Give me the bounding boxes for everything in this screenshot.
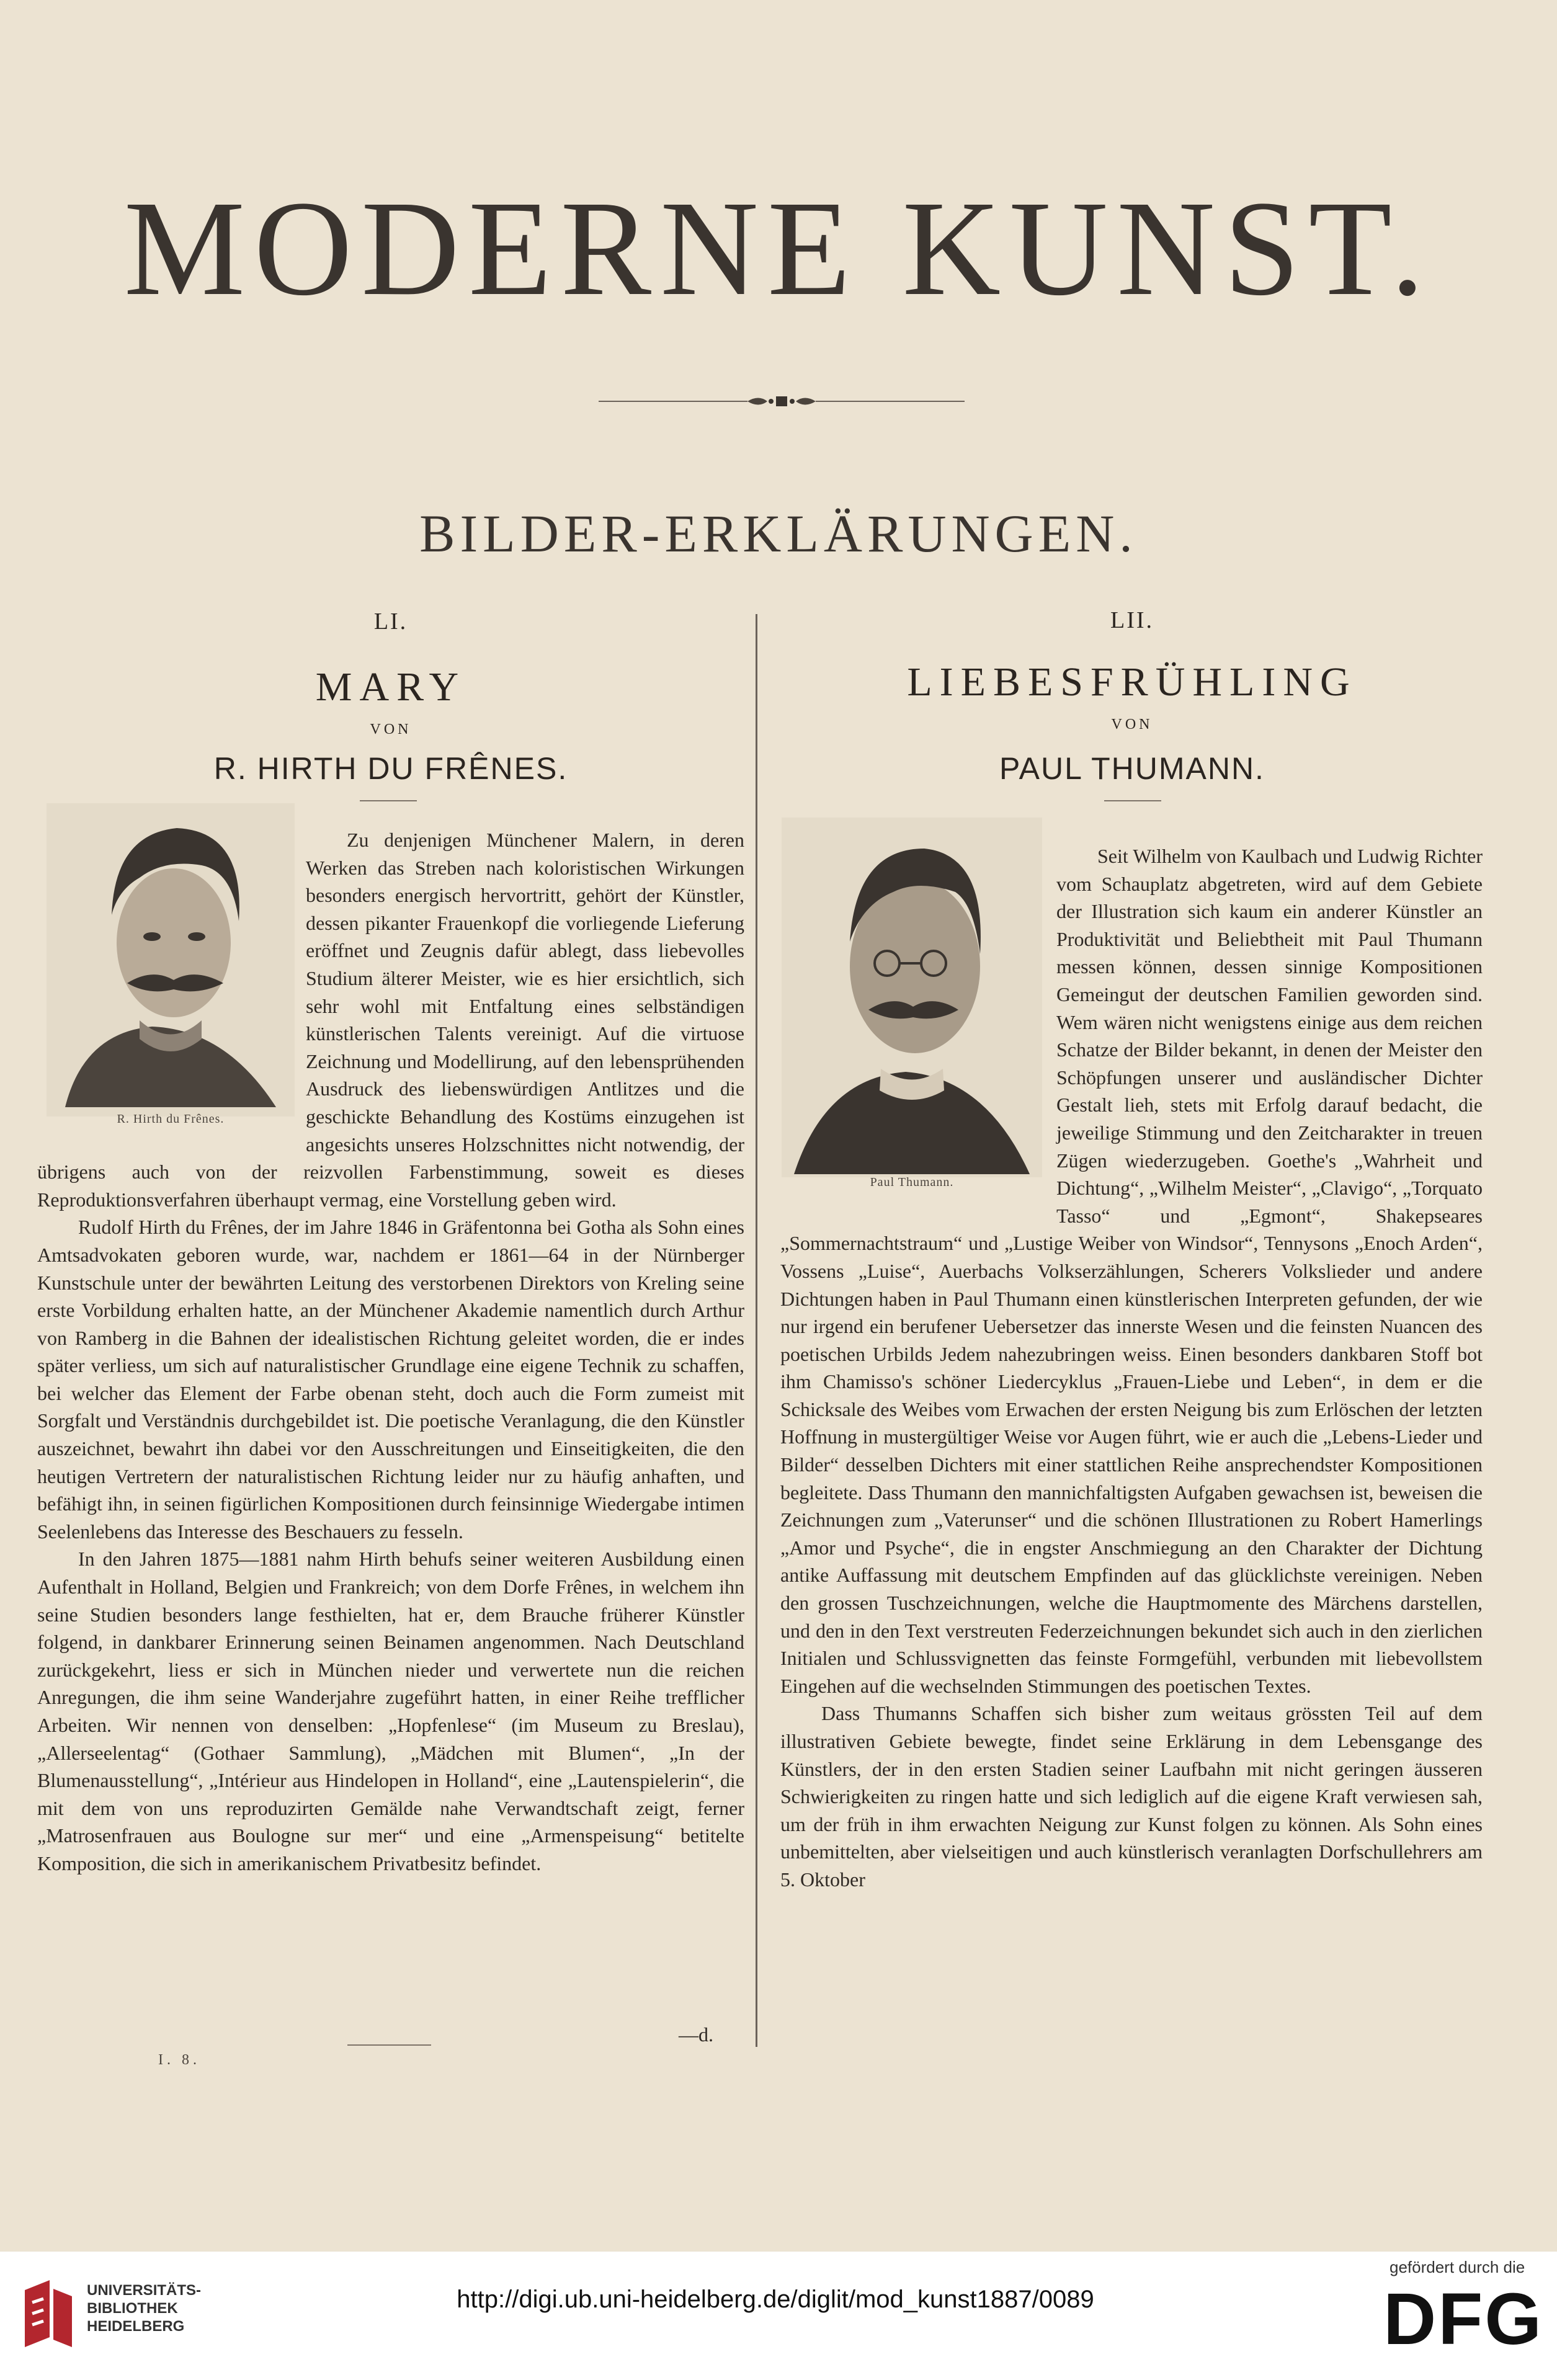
right-artist-name: PAUL THUMANN. — [999, 751, 1265, 786]
left-article-title: MARY — [315, 664, 466, 710]
right-von: VON — [1111, 716, 1153, 733]
right-portrait-spacer — [780, 842, 1056, 1202]
caption-hirth: R. Hirth du Frênes. — [117, 1112, 225, 1126]
left-short-rule — [360, 800, 417, 801]
left-article-number: LI. — [373, 608, 408, 635]
digitization-url-link[interactable]: http://digi.ub.uni-heidelberg.de/diglit/mod_kunst1887/0089 — [457, 2286, 1094, 2313]
library-name-line-2: BIBLIOTHEK — [87, 2300, 178, 2317]
university-library-logo-icon — [19, 2278, 76, 2351]
section-heading: BILDER-ERKLÄRUNGEN. — [419, 504, 1138, 563]
dfg-logo: DFG — [1383, 2278, 1544, 2360]
left-end-rule — [347, 2044, 431, 2046]
right-article-title: LIEBESFRÜHLING — [907, 659, 1357, 705]
funded-by-label: gefördert durch die — [1390, 2258, 1525, 2276]
journal-title: MODERNE KUNST. — [123, 172, 1434, 324]
right-article-body — [780, 842, 1483, 1894]
left-article-body — [37, 826, 744, 1878]
signature-mark: I. 8. — [158, 2052, 200, 2068]
left-paragraph-1: Zu denjenigen Münchener Malern, in deren Werken das Streben nach koloristischen Wirkungen besonders energisch hervortritt, gehört der Künstler, dessen pikanter Frauenkopf die vorliegende Lieferung eröffnet und Zeugnis dafür ablegt, dass liebevolles Studium älterer Meister, wie es hier ersichtlich, sich sehr wohl mit Entfaltung eines selbständigen künstlerischen Talents vereinigt. Auf die virtuose Zeichnung und Modellirung, auf den lebensprühenden Ausdruck des liebenswürdigen Antlitzes und die geschickte Behandlung des Kostüms einzugehen ist angesichts unseres Holzschnittes nicht notwendig, der übrigens auch von der reizvollen Farbenstimmung, soweit es dieses Reproduktionsverfahren überhaupt vermag, eine Vorstellung geben wird. — [37, 829, 744, 1211]
footer-bar — [0, 2252, 1557, 2380]
right-short-rule — [1104, 800, 1161, 801]
caption-thumann: Paul Thumann. — [870, 1175, 954, 1189]
column-rule — [756, 614, 757, 2047]
left-paragraph-2: Rudolf Hirth du Frênes, der im Jahre 1846 in Gräfentonna bei Gotha als Sohn eines Amtsadvokaten geboren wurde, war, nachdem er 1861—64 in der Nürnberger Kunstschule unter der bewährten Leitung des verstorbenen Direktors von Kreling seine erste Vorbildung erhalten hatte, an der Münchener Akademie namentlich durch Arthur von Ramberg in die Bahnen der idealistischen Richtung geleitet worden, die er indes später verliess, um sich auf naturalistischer Grundlage eine eigene Technik zu schaffen, bei welcher das Element der Farbe obenan steht, doch auch die Form zumeist mit Sorgfalt und Verständnis durchgebildet ist. Die poetische Veranlagung, die den Künstler auszeichnet, bewahrt ihn dabei vor den Ausschreitungen und Einseitigkeiten, die den heutigen Vertretern der naturalistischen Richtung leider nur zu häufig anhaften, und befähigt ihn, in seinen figürlichen Kompositionen durch feinsinnige Wiedergabe intimen Seelenlebens das Interesse des Beschauers zu fesseln. — [37, 1216, 744, 1543]
right-paragraph-2: Dass Thumanns Schaffen sich bisher zum weitaus grössten Teil auf dem illustrativen Gebiete bewegte, findet seine Erklärung in dem Lebensgange des Künstlers, der in den ersten Stadien seiner Laufbahn mit nicht geringen äusseren Schwierigkeiten zu ringen hatte und sich lediglich auf die eigene Kraft verwiesen sah, um der früh in ihm erwachten Neigung zur Kunst folgen zu können. Als Sohn eines unbemittelten, aber vielseitigen und auch künstlerisch veranlagten Dorfschullehrers am 5. Oktober — [780, 1702, 1483, 1891]
library-name — [87, 2281, 201, 2335]
left-portrait-spacer — [37, 826, 306, 1149]
right-paragraph-1: Seit Wilhelm von Kaulbach und Ludwig Richter vom Schauplatz abgetreten, wird auf dem Gebiete der Illustration sich kaum ein anderer Künstler an Produktivität und Beliebtheit mit Paul Thumann messen können, dessen sinnige Kompositionen Gemeingut der deutschen Familien geworden sind. Wem wären nicht wenigstens einige aus dem reichen Schatze der Bilder bekannt, in denen der Meister den Schöpfungen unserer und ausländischer Dichter Gestalt lieh, stets mit Erfolg darauf bedacht, die jeweilige Stimmung und den Zeitcharakter in treuen Zügen wiederzugeben. Goethe's „Wahrheit und Dichtung“, „Wilhelm Meister“, „Clavigo“, „Torquato Tasso“ und „Egmont“, Shakepseares „Sommernachtstraum“ und „Lustige Weiber von Windsor“, Tennysons „Enoch Arden“, Vossens „Luise“, Auerbachs Volkserzählungen, Scherers Volkslieder und andere Dichtungen haben in Paul Thumann einen künstlerischen Interpreten gefunden, der wie nur irgend ein berufener Uebersetzer das innerste Wesen und die feinsten Nuancen des poetischen Urbilds Jedem nahezubringen weiss. Einen besonders dankbaren Stoff bot ihm Chamisso's schöner Liedercyklus „Frauen-Liebe und Leben“, in dem er die Schicksale des Weibes vom Erwachen der ersten Neigung bis zum Erlöschen der letzten Hoffnung in mustergültiger Weise vor Augen führt, wie er auch die „Lebens-Lieder und Bilder“ desselben Dichters mit einer stattlichen Reihe ansprechendster Kompositionen begleitete. Dass Thumann den mannichfaltigsten Aufgaben gewachsen ist, beweisen die Zeichnungen zum „Vaterunser“ und die schönen Illustrationen zu Robert Hamerlings „Amor und Psyche“, die in engster Anschmiegung an den Charakter der Dichtung antike Auffassung mit deutschem Empfinden auf das glücklichste vereinigen. Neben den grossen Tuschzeichnungen, welche die Hauptmomente des Märchens darstellen, und den in den Text verstreuten Federzeichnungen bekundet sich auch in den zierlichen Initialen und Schlussvignetten das feinste Formgefühl, verbunden mit liebevollstem Eingehen auf die wechselnden Stimmungen des poetischen Textes. — [780, 845, 1483, 1697]
library-name-line-3: HEIDELBERG — [87, 2318, 185, 2335]
left-von: VON — [370, 721, 412, 738]
left-paragraph-3: In den Jahren 1875—1881 nahm Hirth behufs seiner weiteren Ausbildung einen Aufenthalt in Holland, Belgien und Frankreich; von dem Dorfe Frênes, in welchem ihn seine Studien besonders lange festhielten, hat er, dem Brauche früherer Künstler folgend, in dankbarer Erinnerung seinen Beinamen angenommen. Nach Deutschland zurückgekehrt, liess er sich in München nieder und verwertete nun die reichen Anregungen, die ihm seine Wanderjahre zugeführt hatten, in einer Reihe trefflicher Arbeiten. Wir nennen von denselben: „Hopfenlese“ (im Museum zu Breslau), „Allerseelentag“ (Gothaer Sammlung), „Mädchen mit Blumen“, „In der Blumenausstellung“, „Intérieur aus Hindelopen in Holland“, eine „Lautenspielerin“, die mit dem von uns reproduzirten Gemälde nahe Verwandtschaft zeigt, ferner „Matrosenfrauen aus Boulogne sur mer“ und eine „Armenspeisung“ betitelte Komposition, die sich in amerikanischem Privatbesitz befindet. — [37, 1548, 744, 1874]
ornament-divider — [599, 392, 965, 411]
left-signature: —d. — [679, 2023, 713, 2046]
right-article-number: LII. — [1110, 607, 1154, 633]
library-name-line-1: UNIVERSITÄTS- — [87, 2282, 202, 2299]
left-artist-name: R. HIRTH DU FRÊNES. — [213, 751, 568, 786]
